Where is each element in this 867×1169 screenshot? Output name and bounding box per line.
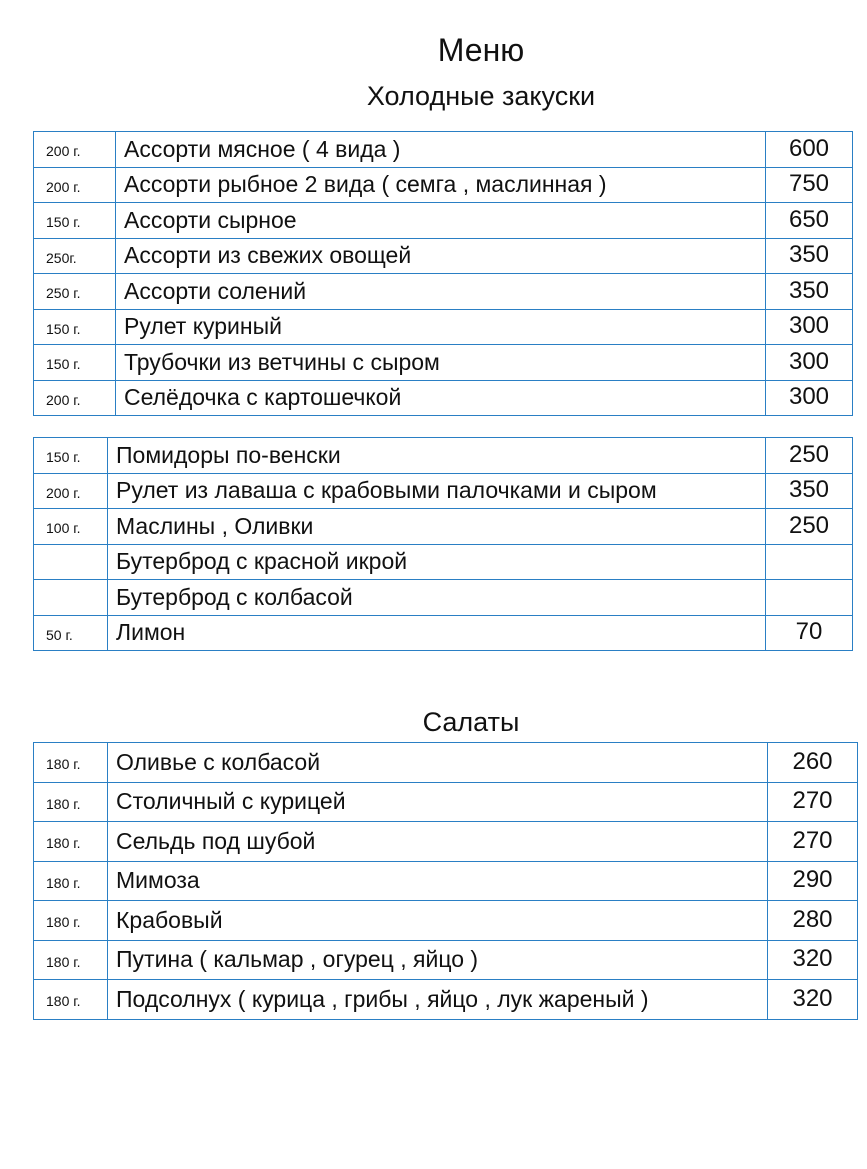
cold-appetizers-table-2 [33, 437, 853, 651]
item-price: 70 [766, 615, 853, 651]
item-weight: 200 г. [34, 380, 116, 416]
item-name: Рулет куриный [116, 309, 766, 345]
section-title-cold-appetizers: Холодные закуски [366, 81, 596, 111]
item-name: Ассорти солений [116, 274, 766, 310]
item-price: 250 [766, 509, 853, 545]
item-weight: 180 г. [34, 743, 108, 783]
item-price: 320 [768, 940, 858, 980]
item-weight: 150 г. [34, 203, 116, 239]
item-price: 750 [766, 167, 853, 203]
menu-row [34, 238, 853, 274]
item-price: 260 [768, 743, 858, 783]
menu-row [34, 615, 853, 651]
item-weight: 180 г. [34, 861, 108, 901]
menu-row [34, 473, 853, 509]
item-name: Подсолнух ( курица , грибы , яйцо , лук жареный ) [108, 980, 768, 1020]
item-weight: 180 г. [34, 822, 108, 862]
cold-appetizers-table-1 [33, 131, 853, 416]
menu-row [34, 274, 853, 310]
item-weight [34, 580, 108, 616]
item-weight: 200 г. [34, 167, 116, 203]
item-price: 270 [768, 782, 858, 822]
menu-row [34, 782, 858, 822]
item-price: 300 [766, 309, 853, 345]
menu-row [34, 167, 853, 203]
item-weight: 150 г. [34, 345, 116, 381]
menu-row [34, 345, 853, 381]
item-weight: 100 г. [34, 509, 108, 545]
item-name: Трубочки из ветчины с сыром [116, 345, 766, 381]
item-weight: 200 г. [34, 132, 116, 168]
menu-row [34, 380, 853, 416]
item-name: Бутерброд с колбасой [108, 580, 766, 616]
page-title: Меню [437, 32, 525, 68]
menu-row [34, 743, 858, 783]
item-price: 280 [768, 901, 858, 941]
item-weight: 180 г. [34, 980, 108, 1020]
item-price: 350 [766, 274, 853, 310]
item-name: Лимон [108, 615, 766, 651]
item-weight: 180 г. [34, 940, 108, 980]
menu-row [34, 438, 853, 474]
item-name: Селёдочка с картошечкой [116, 380, 766, 416]
item-name: Рулет из лаваша с крабовыми палочками и сыром [108, 473, 766, 509]
item-price: 650 [766, 203, 853, 239]
item-price [766, 580, 853, 616]
item-name: Путина ( кальмар , огурец , яйцо ) [108, 940, 768, 980]
menu-row [34, 132, 853, 168]
item-weight: 180 г. [34, 782, 108, 822]
menu-row [34, 861, 858, 901]
item-name: Ассорти сырное [116, 203, 766, 239]
salads-table [33, 742, 858, 1020]
item-name: Крабовый [108, 901, 768, 941]
item-weight: 250г. [34, 238, 116, 274]
item-weight: 200 г. [34, 473, 108, 509]
item-price: 350 [766, 238, 853, 274]
item-price: 250 [766, 438, 853, 474]
item-name: Оливье с колбасой [108, 743, 768, 783]
item-name: Ассорти мясное ( 4 вида ) [116, 132, 766, 168]
item-name: Ассорти рыбное 2 вида ( семга , маслинная ) [116, 167, 766, 203]
item-price: 600 [766, 132, 853, 168]
item-weight: 150 г. [34, 438, 108, 474]
menu-row [34, 509, 853, 545]
item-price [766, 544, 853, 580]
item-price: 270 [768, 822, 858, 862]
item-weight [34, 544, 108, 580]
item-name: Маслины , Оливки [108, 509, 766, 545]
item-name: Столичный с курицей [108, 782, 768, 822]
item-price: 300 [766, 345, 853, 381]
menu-row [34, 822, 858, 862]
item-price: 350 [766, 473, 853, 509]
item-price: 320 [768, 980, 858, 1020]
menu-row [34, 940, 858, 980]
menu-row [34, 980, 858, 1020]
item-weight: 250 г. [34, 274, 116, 310]
menu-row [34, 544, 853, 580]
item-weight: 150 г. [34, 309, 116, 345]
item-name: Мимоза [108, 861, 768, 901]
item-price: 290 [768, 861, 858, 901]
item-name: Сельдь под шубой [108, 822, 768, 862]
section-title-salads: Салаты [422, 707, 520, 737]
item-weight: 180 г. [34, 901, 108, 941]
menu-row [34, 580, 853, 616]
menu-row [34, 203, 853, 239]
item-name: Помидоры по-венски [108, 438, 766, 474]
menu-row [34, 309, 853, 345]
item-name: Бутерброд с красной икрой [108, 544, 766, 580]
item-price: 300 [766, 380, 853, 416]
menu-row [34, 901, 858, 941]
item-weight: 50 г. [34, 615, 108, 651]
item-name: Ассорти из свежих овощей [116, 238, 766, 274]
